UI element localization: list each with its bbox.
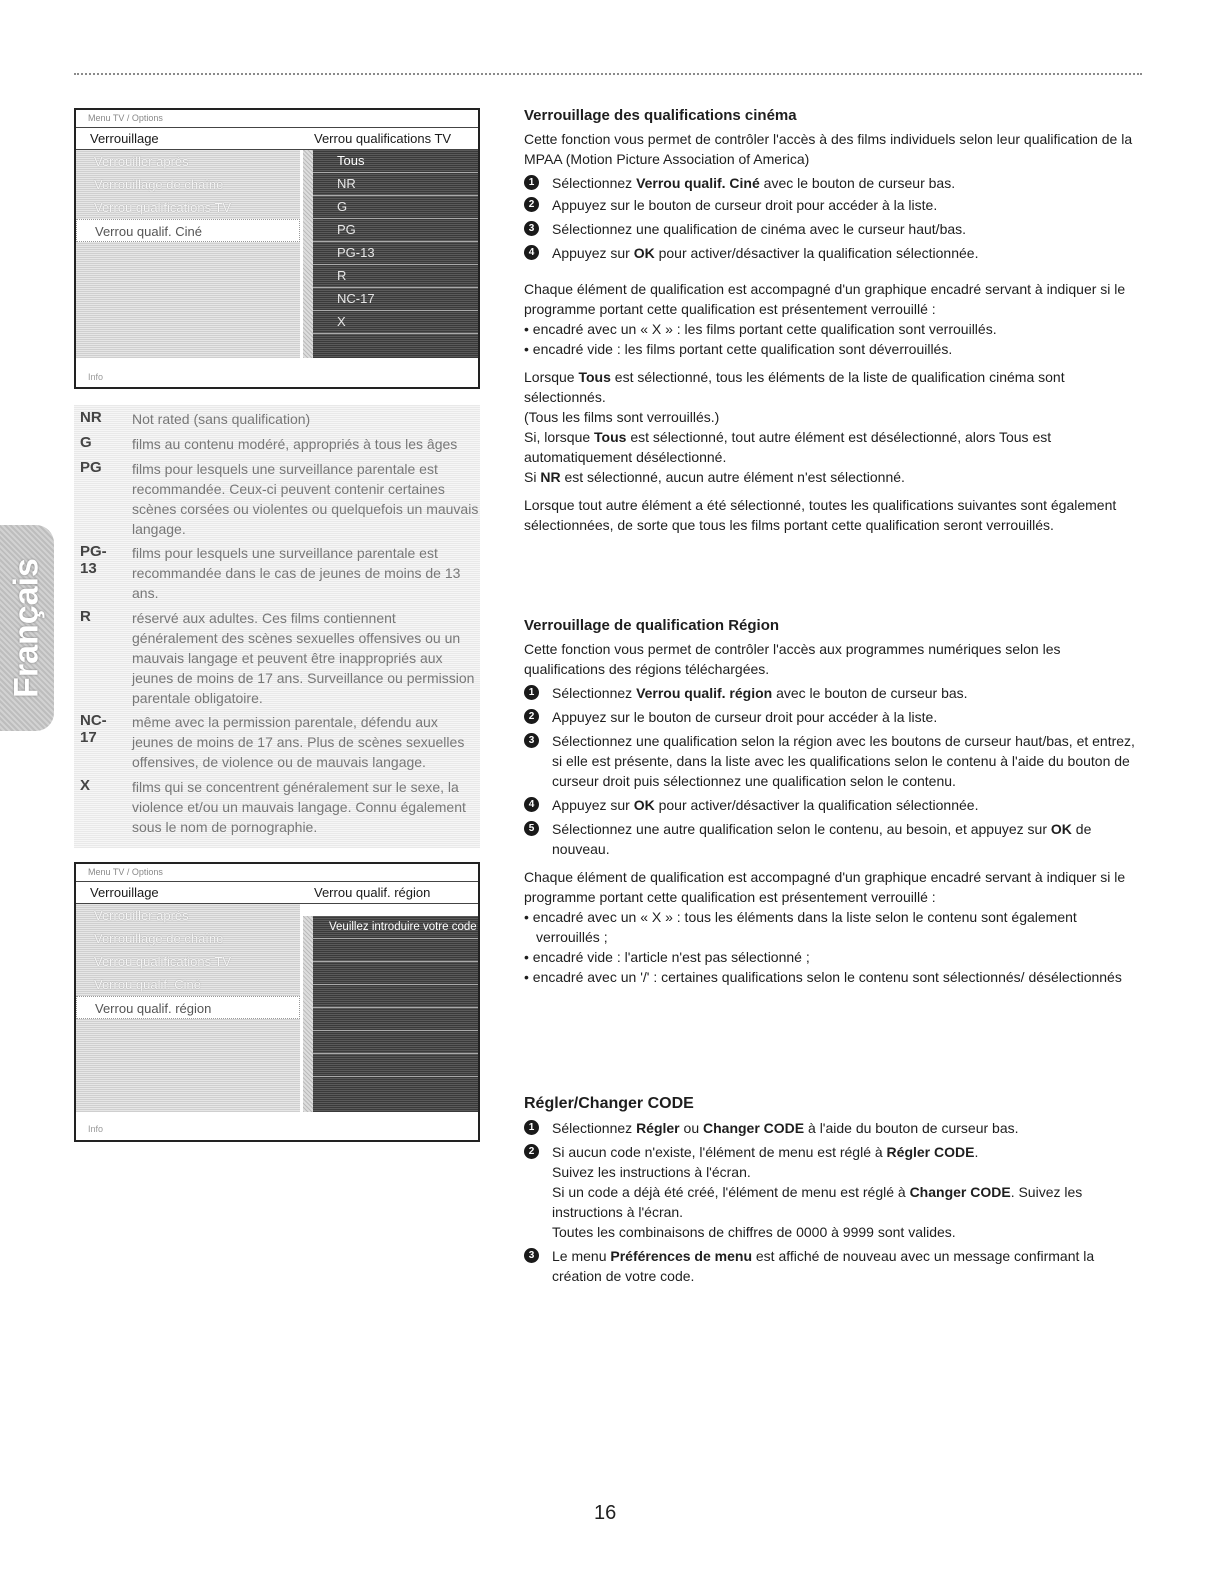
step-keyword: Régler bbox=[636, 1120, 680, 1136]
legend-code: G bbox=[80, 434, 92, 451]
step-text: Suivez les instructions à l'écran. bbox=[552, 1164, 751, 1180]
menu-info: Info bbox=[88, 372, 104, 382]
rating-x[interactable]: X bbox=[303, 311, 478, 334]
step-keyword: OK bbox=[1050, 821, 1072, 837]
bullet: • encadré avec un '/' : certaines qualifications selon le contenu sont sélectionnés/ désélectionnés bbox=[524, 969, 1122, 985]
menu-item-verrou-qualif-cine[interactable]: Verrou qualif. Ciné bbox=[76, 219, 300, 242]
step-text: Sélectionnez une qualification de cinéma avec le curseur haut/bas. bbox=[552, 221, 967, 237]
step-number: 2 bbox=[524, 1144, 539, 1159]
legend-text: Not rated (sans qualification) bbox=[132, 411, 311, 427]
menu-item-verrouiller-apres[interactable]: Verrouiller après bbox=[94, 908, 189, 923]
menu-breadcrumb: Menu TV / Options bbox=[76, 864, 478, 882]
step bbox=[524, 819, 1136, 859]
step-number: 4 bbox=[524, 797, 539, 812]
menu-divider-strip bbox=[303, 150, 313, 358]
step-text: avec le bouton de curseur bas. bbox=[759, 175, 956, 191]
step bbox=[524, 795, 1136, 815]
step-number: 5 bbox=[524, 821, 539, 836]
step bbox=[524, 1118, 1136, 1138]
step-number: 4 bbox=[524, 245, 539, 260]
step-number: 3 bbox=[524, 733, 539, 748]
rating-pg13[interactable]: PG-13 bbox=[303, 242, 478, 265]
legend-text: films au contenu modéré, appropriés à tous les âges bbox=[132, 436, 458, 452]
text: Lorsque bbox=[524, 369, 579, 385]
paragraph: Chaque élément de qualification est accompagné d'un graphique encadré servant à indiquer si le programme portant cette qualification est présentement verrouillé : bbox=[524, 281, 1126, 317]
menu-right-list bbox=[303, 916, 478, 1112]
step-text: Sélectionnez bbox=[552, 685, 637, 701]
step-keyword: OK bbox=[633, 245, 655, 261]
step bbox=[524, 1246, 1136, 1286]
step bbox=[524, 195, 1136, 215]
menu-breadcrumb: Menu TV / Options bbox=[76, 110, 478, 128]
menu-left-title: Verrouillage bbox=[90, 131, 159, 146]
legend-text: films qui se concentrent généralement sur le sexe, la violence et/ou un mauvais langage. Connu également sous le nom de pornographie. bbox=[132, 779, 466, 835]
text: est sélectionné, tous les éléments de la liste de qualification cinéma sont sélectionnés. bbox=[524, 369, 1065, 405]
step bbox=[524, 731, 1136, 791]
step-number: 1 bbox=[524, 685, 539, 700]
step-text: Sélectionnez une qualification selon la région avec les boutons de curseur haut/bas, et entrez, si elle est présente, dans la liste avec les qualifications selon le contenu à l'aide du bouton de curseur droit puis sélectionnez une qualification selon le contenu. bbox=[552, 733, 1135, 789]
step-keyword: Verrou qualif. Ciné bbox=[636, 175, 760, 191]
rating-nr[interactable]: NR bbox=[303, 173, 478, 196]
step-number: 2 bbox=[524, 709, 539, 724]
bullet: • encadré vide : les films portant cette qualification sont déverrouillés. bbox=[524, 341, 953, 357]
step-keyword: Changer CODE bbox=[909, 1184, 1011, 1200]
menu-right-title: Verrou qualifications TV bbox=[314, 131, 452, 146]
legend-text: réservé aux adultes. Ces films contiennent généralement des scènes sexuelles offensives ou un mauvais langage et peuvent être inappropriés aux jeunes de moins de 17 ans. Surveillance ou permission parentale obligatoire. bbox=[132, 610, 475, 706]
step-text: Appuyez sur le bouton de curseur droit pour accéder à la liste. bbox=[552, 709, 938, 725]
rating-nc17[interactable]: NC-17 bbox=[303, 288, 478, 311]
step-text: Sélectionnez une autre qualification selon le contenu, au besoin, et appuyez sur bbox=[552, 821, 1051, 837]
keyword: NR bbox=[540, 469, 561, 485]
legend-text: même avec la permission parentale, défendu aux jeunes de moins de 17 ans. Plus de scènes sexuelles offensives, de violence ou de mauvais langage. bbox=[132, 714, 465, 770]
step bbox=[524, 683, 1136, 703]
section-title: Verrouillage de qualification Région bbox=[524, 617, 780, 634]
empty-row bbox=[303, 962, 478, 985]
step-text: Appuyez sur bbox=[552, 245, 634, 261]
text: est sélectionné, tout autre élément est désélectionné, alors Tous est automatiquement désélectionné. bbox=[524, 429, 1052, 465]
step-number: 3 bbox=[524, 1248, 539, 1263]
menu-item-verrouillage-chaine[interactable]: Verrouillage de chaîne bbox=[94, 177, 224, 192]
paragraph: Chaque élément de qualification est accompagné d'un graphique encadré servant à indiquer si le programme portant cette qualification est présentement verrouillé : bbox=[524, 869, 1126, 905]
empty-row bbox=[303, 1054, 478, 1077]
bullet: • encadré avec un « X » : tous les éléments dans la liste selon le contenu sont également verrouillés ; bbox=[524, 909, 1077, 945]
code-prompt[interactable]: Veuillez introduire votre code bbox=[303, 916, 478, 939]
step-text: Sélectionnez bbox=[552, 1120, 637, 1136]
menu-divider-strip bbox=[303, 916, 313, 1112]
menu-item-verrou-qualif-region[interactable]: Verrou qualif. région bbox=[76, 996, 300, 1019]
menu-header bbox=[76, 882, 478, 904]
step bbox=[524, 173, 1136, 193]
legend-code: NC-17 bbox=[80, 712, 107, 746]
step-text: . bbox=[974, 1144, 979, 1160]
step-number: 1 bbox=[524, 175, 539, 190]
empty-row bbox=[303, 939, 478, 962]
section-title: Régler/Changer CODE bbox=[524, 1095, 694, 1112]
paragraph: Lorsque tout autre élément a été sélectionné, toutes les qualifications suivantes sont également sélectionnées, de sorte que tous les films portant cette qualification seront verrouillés. bbox=[524, 497, 1117, 533]
language-tab bbox=[0, 525, 54, 731]
bullet: • encadré vide : l'article n'est pas sélectionné ; bbox=[524, 949, 810, 965]
legend-text: films pour lesquels une surveillance parentale est recommandée dans le cas de jeunes de moins de 13 ans. bbox=[132, 545, 461, 601]
section-title: Verrouillage des qualifications cinéma bbox=[524, 107, 797, 124]
keyword: Tous bbox=[594, 429, 627, 445]
menu-screen-region bbox=[74, 862, 480, 1142]
menu-left-list bbox=[76, 904, 300, 1112]
legend-code: R bbox=[80, 608, 91, 625]
step-text: ou bbox=[679, 1120, 703, 1136]
language-tab-label: Français bbox=[7, 558, 46, 698]
step-text: de nouveau. bbox=[552, 821, 1092, 857]
menu-left-list bbox=[76, 150, 300, 358]
section-intro: Cette fonction vous permet de contrôler l'accès à des films individuels selon leur qualification de la MPAA (Motion Picture Association of America) bbox=[524, 131, 1133, 167]
menu-screen-cinema bbox=[74, 108, 480, 389]
section-cinema bbox=[524, 106, 1136, 535]
step bbox=[524, 707, 1136, 727]
top-divider bbox=[74, 73, 1142, 75]
step-text: avec le bouton de curseur bas. bbox=[772, 685, 968, 701]
keyword: Tous bbox=[578, 369, 611, 385]
menu-right-title: Verrou qualif. région bbox=[314, 885, 431, 900]
text: Si bbox=[524, 469, 541, 485]
bullet: • encadré avec un « X » : les films portant cette qualification sont verrouillés. bbox=[524, 321, 997, 337]
step-text: Le menu bbox=[552, 1248, 611, 1264]
menu-item-verrouiller-apres[interactable]: Verrouiller après bbox=[94, 154, 189, 169]
section-region bbox=[524, 616, 1136, 987]
step-text: Appuyez sur le bouton de curseur droit pour accéder à la liste. bbox=[552, 197, 938, 213]
rating-g[interactable]: G bbox=[303, 196, 478, 219]
paragraph bbox=[524, 367, 1136, 407]
step-text: est affiché de nouveau avec un message confirmant la création de votre code. bbox=[552, 1248, 1095, 1284]
step-number: 1 bbox=[524, 1120, 539, 1135]
empty-row bbox=[303, 985, 478, 1008]
menu-item-verrou-qualif-tv[interactable]: Verrou qualifications TV bbox=[94, 954, 232, 969]
empty-row bbox=[303, 1031, 478, 1054]
step-keyword: Changer CODE bbox=[703, 1120, 805, 1136]
text: est sélectionné, aucun autre élément n'est sélectionné. bbox=[560, 469, 905, 485]
step-keyword: Préférences de menu bbox=[610, 1248, 752, 1264]
menu-left-title: Verrouillage bbox=[90, 885, 159, 900]
step-text: . Suivez les instructions à l'écran. bbox=[552, 1184, 1083, 1220]
rating-r[interactable]: R bbox=[303, 265, 478, 288]
step-text: pour activer/désactiver la qualification sélectionnée. bbox=[654, 245, 979, 261]
menu-body bbox=[76, 904, 478, 1112]
legend-code: NR bbox=[80, 409, 102, 426]
page-number: 16 bbox=[594, 1502, 617, 1524]
menu-item-verrou-qualif-tv[interactable]: Verrou qualifications TV bbox=[94, 200, 232, 215]
step bbox=[524, 243, 1136, 263]
menu-body bbox=[76, 150, 478, 358]
menu-header bbox=[76, 128, 478, 150]
paragraph bbox=[524, 467, 1136, 487]
rating-pg[interactable]: PG bbox=[303, 219, 478, 242]
menu-item-verrou-qualif-cine[interactable]: Verrou qualif. Ciné bbox=[94, 977, 201, 992]
rating-legend bbox=[74, 405, 480, 848]
step-keyword: Régler CODE bbox=[886, 1144, 975, 1160]
step-text: Toutes les combinaisons de chiffres de 0000 à 9999 sont valides. bbox=[552, 1224, 956, 1240]
empty-row bbox=[303, 1008, 478, 1031]
step-text: Appuyez sur bbox=[552, 797, 634, 813]
legend-code: PG-13 bbox=[80, 543, 107, 577]
paragraph: (Tous les films sont verrouillés.) bbox=[524, 409, 720, 425]
step-text: Sélectionnez bbox=[552, 175, 637, 191]
step-text: à l'aide du bouton de curseur bas. bbox=[804, 1120, 1019, 1136]
step-keyword: OK bbox=[633, 797, 655, 813]
legend-text: films pour lesquels une surveillance parentale est recommandée. Ceux-ci peuvent contenir certaines scènes corsées ou violentes ou quelquefois un mauvais langage. bbox=[132, 461, 479, 537]
step-number: 3 bbox=[524, 221, 539, 236]
rating-tous[interactable]: Tous bbox=[303, 150, 478, 173]
text: Si, lorsque bbox=[524, 429, 595, 445]
menu-info: Info bbox=[88, 1124, 104, 1134]
step-number: 2 bbox=[524, 197, 539, 212]
paragraph bbox=[524, 427, 1136, 467]
step bbox=[524, 219, 1136, 239]
step-text: Si aucun code n'existe, l'élément de menu est réglé à bbox=[552, 1144, 887, 1160]
step-text: pour activer/désactiver la qualification sélectionnée. bbox=[654, 797, 979, 813]
section-code bbox=[524, 1094, 1136, 1286]
legend-code: X bbox=[80, 777, 91, 794]
section-intro: Cette fonction vous permet de contrôler l'accès aux programmes numériques selon les qualifications des régions téléchargées. bbox=[524, 641, 1061, 677]
step-keyword: Verrou qualif. région bbox=[636, 685, 773, 701]
menu-item-verrouillage-chaine[interactable]: Verrouillage de chaîne bbox=[94, 931, 224, 946]
menu-right-list bbox=[303, 150, 478, 358]
step bbox=[524, 1142, 1136, 1242]
step-text: Si un code a déjà été créé, l'élément de menu est réglé à bbox=[552, 1184, 910, 1200]
legend-code: PG bbox=[80, 459, 102, 476]
